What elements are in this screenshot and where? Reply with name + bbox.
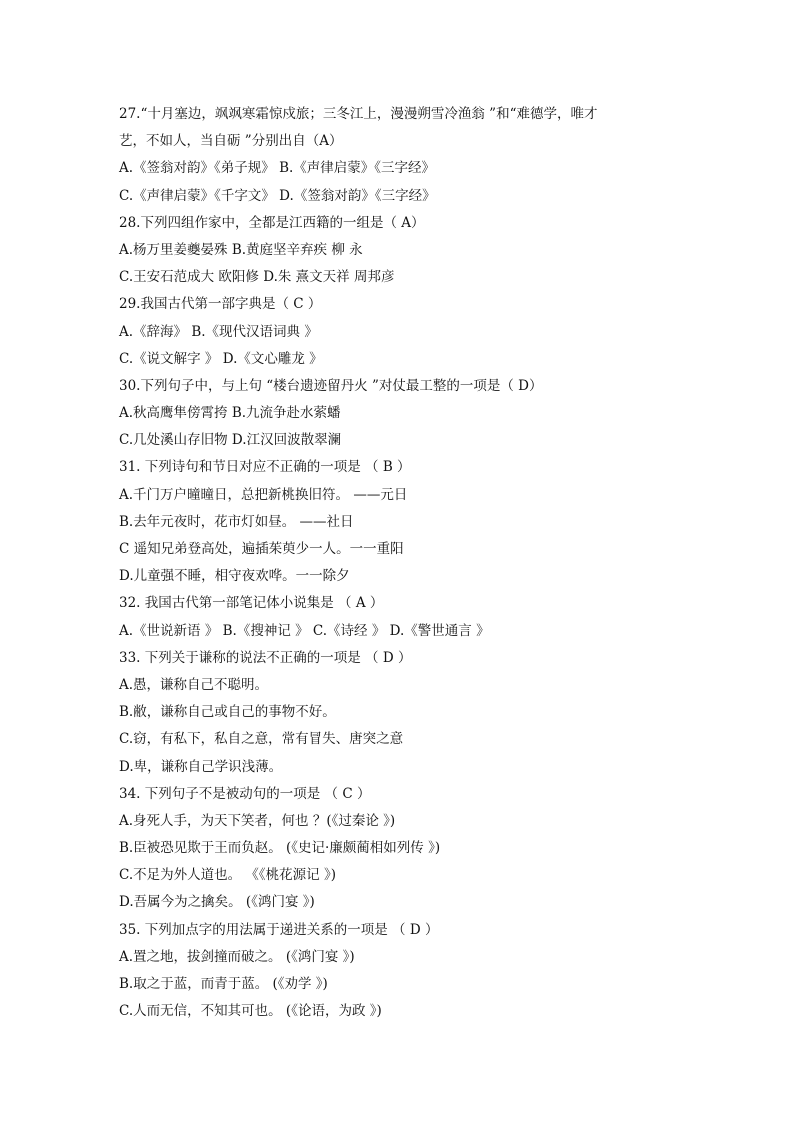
question-29-option-ab: A.《辞海》 B.《现代汉语词典 》: [119, 323, 318, 340]
question-28-option-cd: C.王安石范成大 欧阳修 D.朱 熹文天祥 周邦彦: [119, 269, 395, 286]
question-30-option-ab: A.秋高鹰隼傍霄挎 B.九流争赴水萦蟠: [119, 405, 341, 422]
question-35-option-a: A.置之地，拔剑撞而破之。 (《鸿门宴 》): [119, 948, 355, 965]
question-32-stem: 32. 我国古代第一部笔记体小说集是 （ A ）: [119, 595, 384, 612]
question-33-stem: 33. 下列关于谦称的说法不正确的一项是 （ D ）: [119, 649, 412, 666]
question-35-option-c: C.人而无信，不知其可也。 (《论语，为政 》): [119, 1003, 382, 1020]
question-32-options: A.《世说新语 》 B.《搜神记 》 C.《诗经 》 D.《警世通言 》: [119, 622, 490, 639]
question-31-stem: 31. 下列诗句和节日对应不正确的一项是 （ B ）: [119, 459, 411, 476]
question-34-option-d: D.吾属今为之擒矣。 (《鸿门宴 》): [119, 894, 315, 911]
question-28-stem: 28.下列四组作家中，全都是江西籍的一组是（ A）: [119, 214, 425, 231]
question-28-option-ab: A.杨万里姜夔晏殊 B.黄庭坚辛弃疾 柳 永: [119, 241, 363, 258]
question-31-option-a: A.千门万户曈曈日，总把新桃换旧符。 ——元日: [119, 486, 408, 503]
question-27-line-1: 27.“十月塞边，飒飒寒霜惊戍旅；三冬江上，漫漫朔雪冷渔翁 ”和“难德学，唯才: [119, 106, 598, 122]
question-29-option-cd: C.《说文解字 》 D.《文心雕龙 》: [119, 350, 323, 367]
question-30-option-cd: C.几处溪山存旧物 D.江汉回波散翠澜: [119, 432, 342, 449]
question-list: [119, 101, 679, 1025]
question-31-option-b: B.去年元夜时，花市灯如昼。 ——社日: [119, 513, 354, 530]
question-34-option-a: A.身死人手，为天下笑者，何也 ？(《过秦论 》): [119, 812, 396, 829]
question-31-option-c: C 遥知兄弟登高处，遍插茱萸少一人。一一重阳: [119, 541, 404, 557]
question-34-option-b: B.臣被恐见欺于王而负赵。 (《史记·廉颇蔺相如列传 》): [119, 840, 441, 857]
question-33-option-c: C.窃，有私下，私自之意，常有冒失、唐突之意: [119, 731, 404, 748]
question-27-option-ab: A.《签翁对韵》《弟子规》 B.《声律启蒙》《三字经》: [119, 160, 436, 177]
question-35-stem: 35. 下列加点字的用法属于递进关系的一项是 （ D ）: [119, 921, 439, 938]
question-33-option-d: D.卑，谦称自己学识浅薄。: [119, 758, 283, 775]
question-35-option-b: B.取之于蓝，而青于蓝。 (《劝学 》): [119, 976, 328, 992]
question-34-stem: 34. 下列句子不是被动句的一项是 （ C ）: [119, 785, 371, 802]
question-33-option-b: B.敝，谦称自己或自己的事物不好。: [119, 704, 336, 721]
question-30-stem: 30.下列句子中，与上句 “楼台遗迹留丹火 ”对仗最工整的一项是（ D）: [119, 377, 543, 394]
question-33-option-a: A.愚，谦称自己不聪明。: [119, 676, 269, 693]
question-29-stem: 29.我国古代第一部字典是（ C ）: [119, 296, 322, 313]
question-27-option-cd: C.《声律启蒙》《千字文》 D.《签翁对韵》《三字经》: [119, 187, 436, 204]
question-31-option-d: D.儿童强不睡，相守夜欢哗。一一除夕: [119, 568, 350, 585]
question-34-option-c: C.不足为外人道也。 《《桃花源记 》): [119, 867, 336, 884]
question-27-line-2: 艺，不如人，当自砺 ”分别出自（A）: [119, 133, 343, 150]
